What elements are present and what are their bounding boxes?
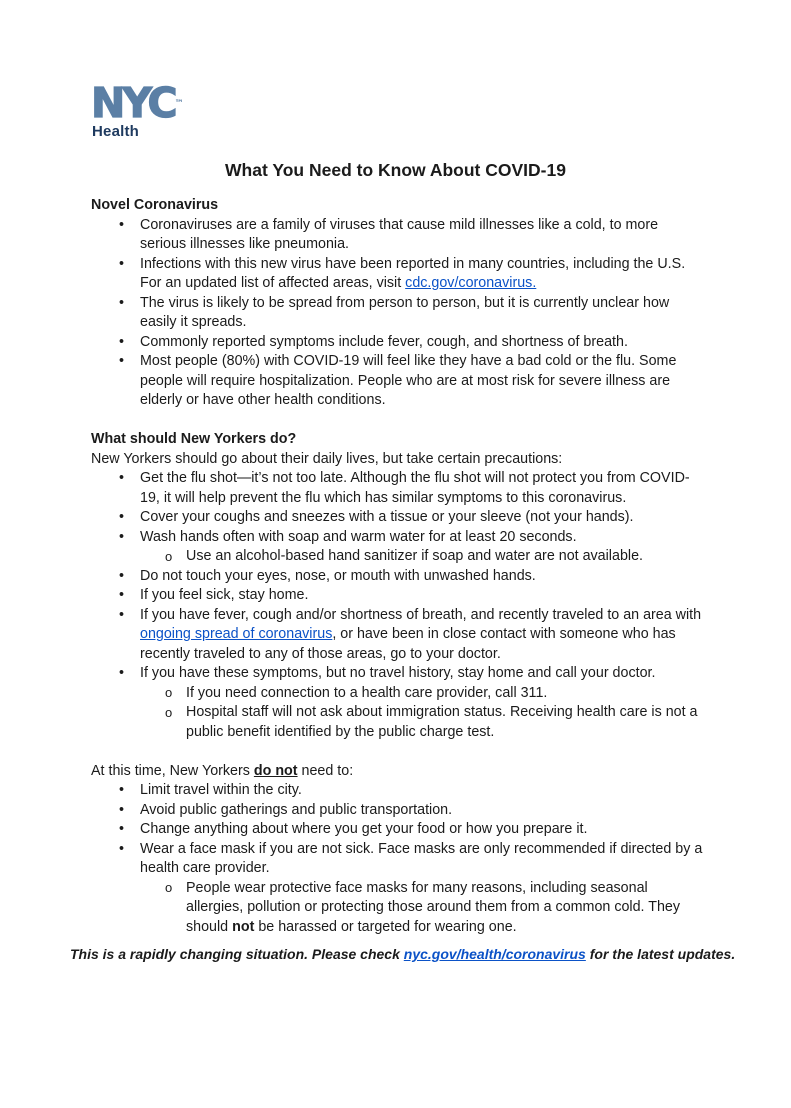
section-spacer [91,411,707,431]
list-item: • Coronaviruses are a family of viruses that cause mild illnesses like a cold, to more serious illnesses like pneumonia. [91,216,707,255]
do-not-emphasis: do not [253,762,298,779]
nyc-gov-health-link[interactable]: nyc.gov/health/coronavirus [403,946,586,962]
list-item: • Wear a face mask if you are not sick. Face masks are only recommended if directed by a health care provider. [91,840,707,879]
list-item: • Do not touch your eyes, nose, or mouth with unwashed hands. [91,567,707,587]
list-item: • If you have these symptoms, but no travel history, stay home and call your doctor. [91,664,707,684]
sub-list-item: o People wear protective face masks for many reasons, including seasonal allergies, pollution or protecting those around them from a common cold. They should not be harassed or targeted for wearing one. [91,879,707,938]
document-page [0,79,791,965]
sub-list-item: o Hospital staff will not ask about immigration status. Receiving health care is not a public benefit identified by the public charge test. [91,703,707,742]
section-heading-novel-coronavirus: Novel Coronavirus [91,197,219,213]
novel-coronavirus-list [91,216,707,411]
footer-note: This is a rapidly changing situation. Please check nyc.gov/health/coronavirus for the latest updates. [70,946,736,962]
list-item: • Avoid public gatherings and public transportation. [91,801,707,821]
sub-list-item: o Use an alcohol-based hand sanitizer if soap and water are not available. [91,547,707,567]
list-item: • Get the flu shot—it’s not too late. Although the flu shot will not protect you from COVID-19, it will help prevent the flu which has similar symptoms to this coronavirus. [91,469,707,508]
not-emphasis: not [232,918,255,935]
do-not-list [91,781,707,937]
nyc-health-logo [91,79,791,140]
section-spacer [91,742,707,762]
section-heading-what-should-new-yorkers-do: What should New Yorkers do? [91,431,297,447]
page-title: What You Need to Know About COVID-19 [225,160,566,180]
list-item: • Change anything about where you get your food or how you prepare it. [91,820,707,840]
precautions-intro: New Yorkers should go about their daily lives, but take certain precautions: [91,450,563,467]
precautions-list [91,469,707,742]
health-logo-text: Health [92,123,140,140]
list-item: • If you feel sick, stay home. [91,586,707,606]
list-item: • Most people (80%) with COVID-19 will feel like they have a bad cold or the flu. Some people will require hospitalization. People who are at most risk for severe illness are elderly or have other health conditions. [91,352,707,411]
list-item: • Wash hands often with soap and warm water for at least 20 seconds. [91,528,707,548]
do-not-intro: At this time, New Yorkers do not need to: [91,762,354,779]
trademark-symbol: ™ [174,99,184,109]
sub-list-item: o If you need connection to a health care provider, call 311. [91,684,707,704]
ongoing-spread-link[interactable]: ongoing spread of coronavirus [140,626,333,642]
list-item: • Commonly reported symptoms include fever, cough, and shortness of breath. [91,333,707,353]
list-item: • Limit travel within the city. [91,781,707,801]
list-item: • The virus is likely to be spread from person to person, but it is currently unclear how easily it spreads. [91,294,707,333]
cdc-coronavirus-link[interactable]: cdc.gov/coronavirus. [405,275,537,291]
document-body [91,196,707,937]
list-item: • Cover your coughs and sneezes with a tissue or your sleeve (not your hands). [91,508,707,528]
nyc-logo-text: NYC™ [91,79,184,127]
list-item: • Infections with this new virus have been reported in many countries, including the U.S. For an updated list of affected areas, visit cdc.gov/coronavirus. [91,255,707,294]
list-item: • If you have fever, cough and/or shortness of breath, and recently traveled to an area with ongoing spread of coronavirus, or have been in close contact with someone who has recently traveled to any of those areas, go to your doctor. [91,606,707,665]
